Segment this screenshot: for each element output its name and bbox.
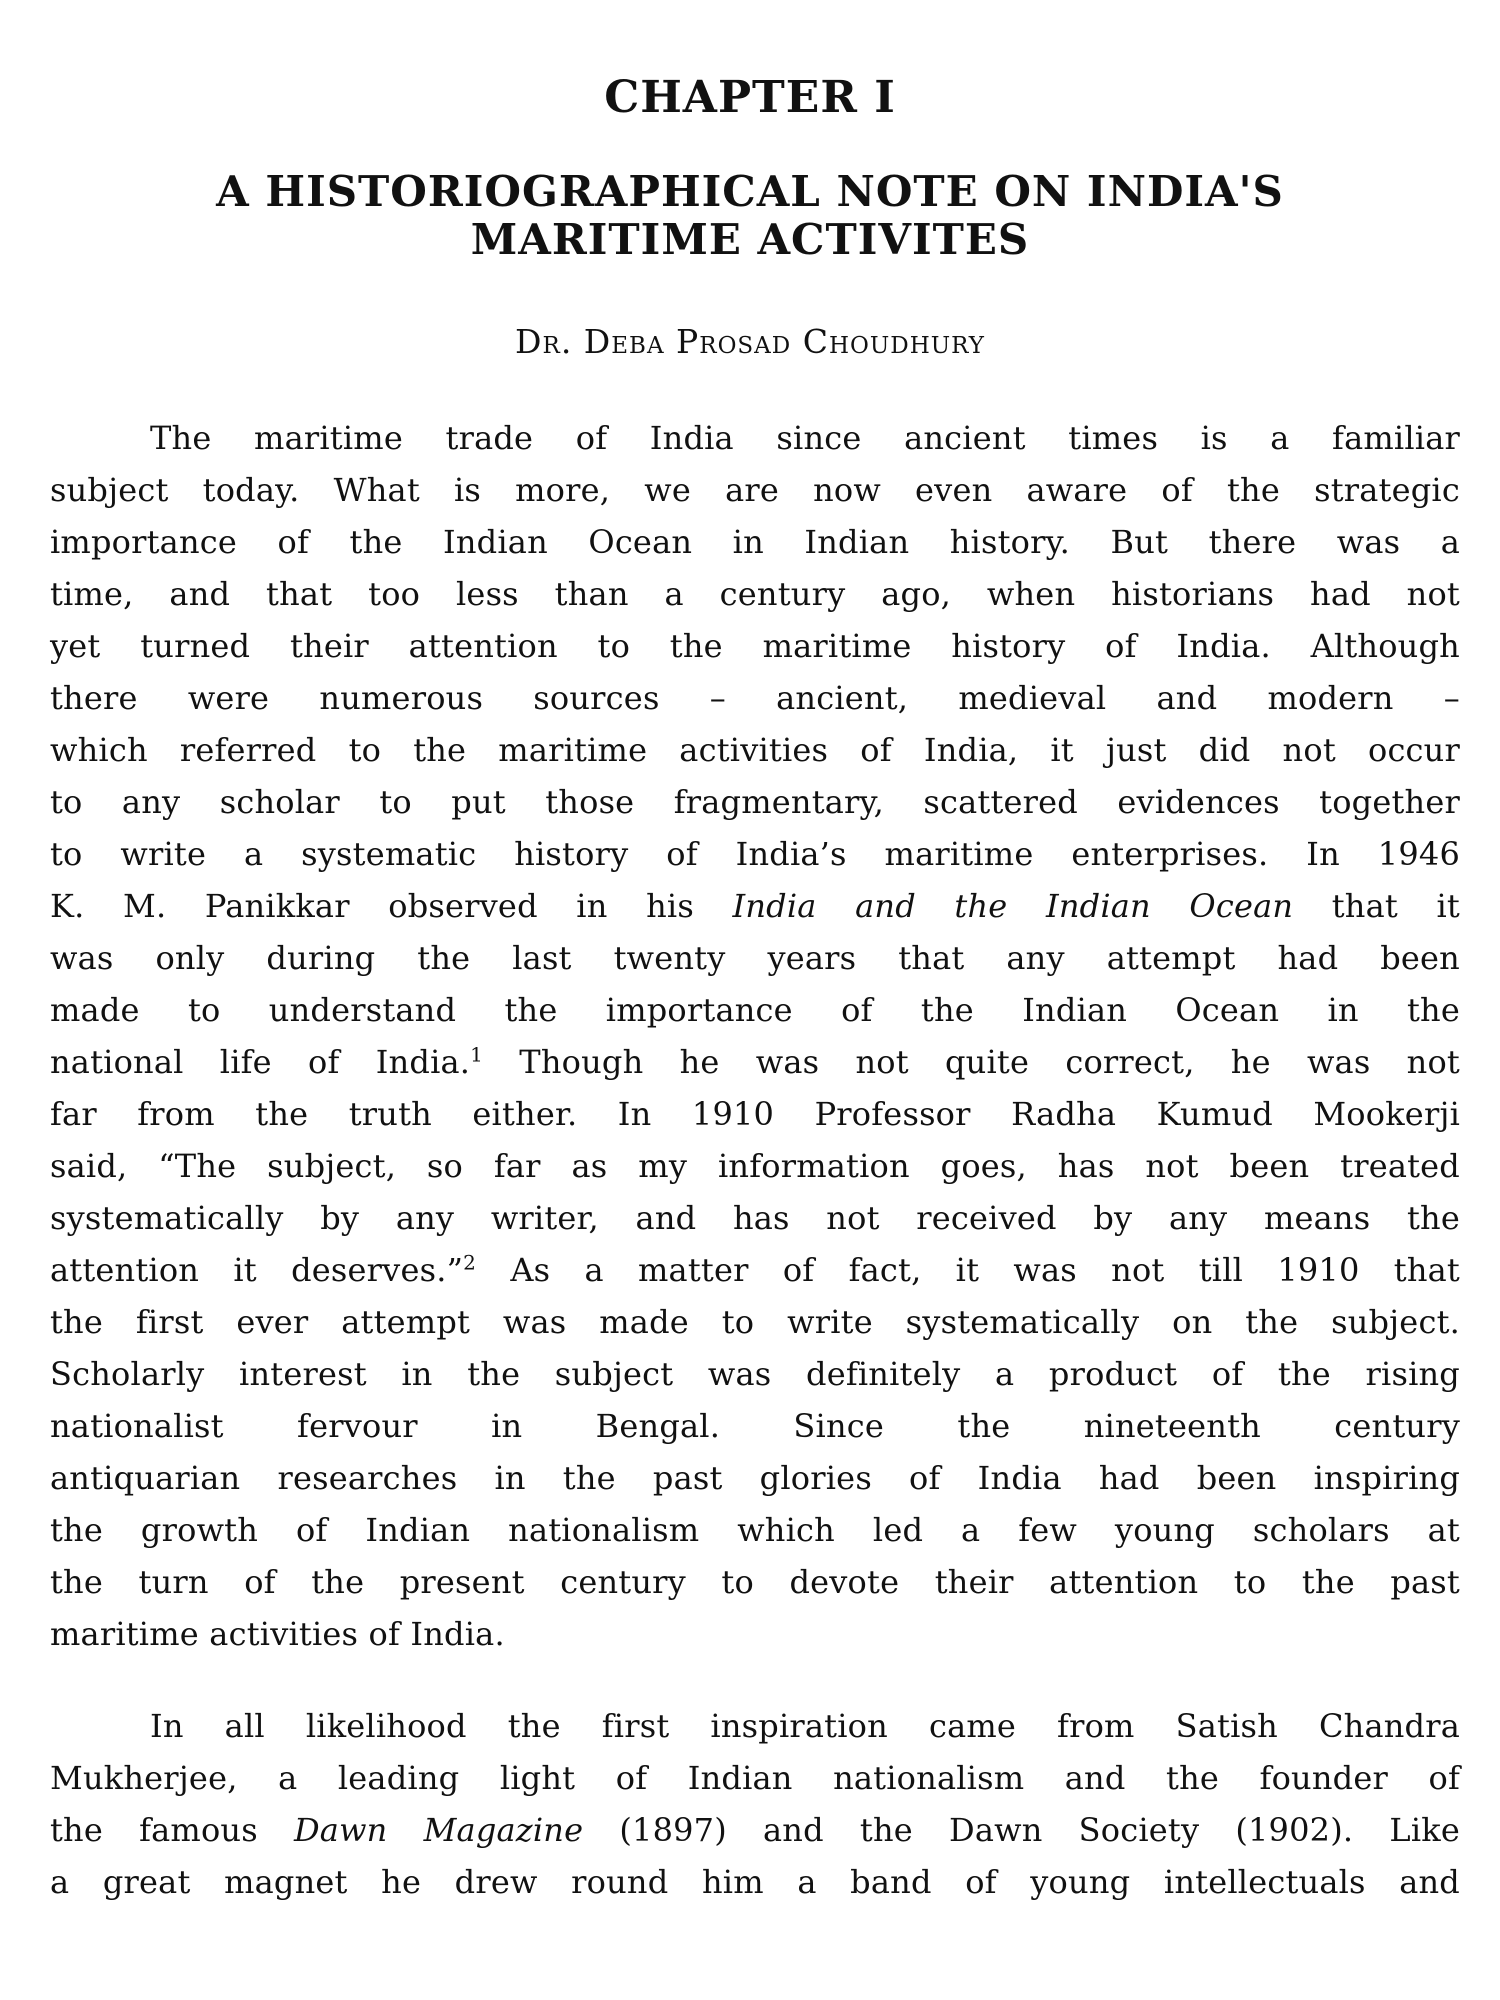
line-text: attention it deserves.”	[50, 1251, 464, 1289]
paragraph-line: the turn of the present century to devote their attention to the past	[50, 1563, 1460, 1601]
paragraph-line: Scholarly interest in the subject was definitely a product of the rising	[50, 1355, 1460, 1393]
paragraph-line: far from the truth either. In 1910 Professor Radha Kumud Mookerji	[50, 1095, 1460, 1133]
paragraph-line: subject today. What is more, we are now even aware of the strategic	[50, 471, 1460, 509]
author-name: Dr. Deba Prosad Choudhury	[515, 322, 985, 361]
line-text: (1897) and the Dawn Society (1902). Like	[583, 1811, 1460, 1849]
footnote-marker-2[interactable]: 2	[463, 1250, 477, 1275]
paragraph-line: said, “The subject, so far as my information goes, has not been treated	[50, 1147, 1460, 1185]
paragraph-line: a great magnet he drew round him a band of young intellectuals and	[50, 1863, 1460, 1901]
paragraph-line: In all likelihood the first inspiration came from Satish Chandra	[150, 1707, 1460, 1745]
paragraph-line: made to understand the importance of the Indian Ocean in the	[50, 991, 1460, 1029]
paragraph-line: antiquarian researches in the past glories of India had been inspiring	[50, 1459, 1460, 1497]
paragraph-line	[50, 1036, 1460, 1088]
paragraph-line: to any scholar to put those fragmentary, scattered evidences together	[50, 783, 1460, 821]
paragraph-line: which referred to the maritime activities of India, it just did not occur	[50, 731, 1460, 769]
paragraph-line: Mukherjee, a leading light of Indian nationalism and the founder of	[50, 1759, 1460, 1797]
paragraph-line: the growth of Indian nationalism which led a few young scholars at	[50, 1511, 1460, 1549]
chapter-title-line-2: MARITIME ACTIVITES	[470, 215, 1030, 264]
footnote-marker-1[interactable]: 1	[470, 1042, 484, 1067]
paragraph-line: yet turned their attention to the maritime history of India. Although	[50, 627, 1460, 665]
paragraph-line: to write a systematic history of India’s maritime enterprises. In 1946	[50, 835, 1460, 873]
paragraph-1	[50, 412, 1460, 1660]
paragraph-line: the first ever attempt was made to write systematically on the subject.	[50, 1303, 1460, 1341]
paragraph-line	[50, 880, 1460, 932]
paragraph-line: importance of the Indian Ocean in Indian history. But there was a	[50, 523, 1460, 561]
book-title-india-and-the-indian-ocean: India and the Indian Ocean	[732, 887, 1294, 925]
line-text: the famous	[50, 1811, 294, 1849]
chapter-label: CHAPTER I	[604, 72, 896, 123]
paragraph-line: maritime activities of India.	[50, 1615, 505, 1653]
paragraph-line	[50, 1244, 1460, 1296]
paragraph-line: was only during the last twenty years that any attempt had been	[50, 939, 1460, 977]
magazine-title-dawn-magazine: Dawn Magazine	[293, 1811, 584, 1849]
chapter-title	[60, 168, 1440, 264]
chapter-title-line-1: A HISTORIOGRAPHICAL NOTE ON INDIA'S	[216, 167, 1284, 216]
line-text: that it	[1293, 887, 1460, 925]
line-text: K. M. Panikkar observed in his	[50, 887, 733, 925]
paragraph-line	[50, 1804, 1460, 1856]
line-text: national life of India.	[50, 1043, 471, 1081]
line-text: Though he was not quite correct, he was not	[483, 1043, 1460, 1081]
paragraph-line: there were numerous sources – ancient, medieval and modern –	[50, 679, 1460, 717]
paragraph-line: time, and that too less than a century ago, when historians had not	[50, 575, 1460, 613]
paragraph-line: The maritime trade of India since ancient times is a familiar	[150, 419, 1460, 457]
line-text: As a matter of fact, it was not till 1910 that	[476, 1251, 1460, 1289]
paragraph-2	[50, 1700, 1460, 1908]
paragraph-line: systematically by any writer, and has not received by any means the	[50, 1199, 1460, 1237]
paragraph-line: nationalist fervour in Bengal. Since the nineteenth century	[50, 1407, 1460, 1445]
